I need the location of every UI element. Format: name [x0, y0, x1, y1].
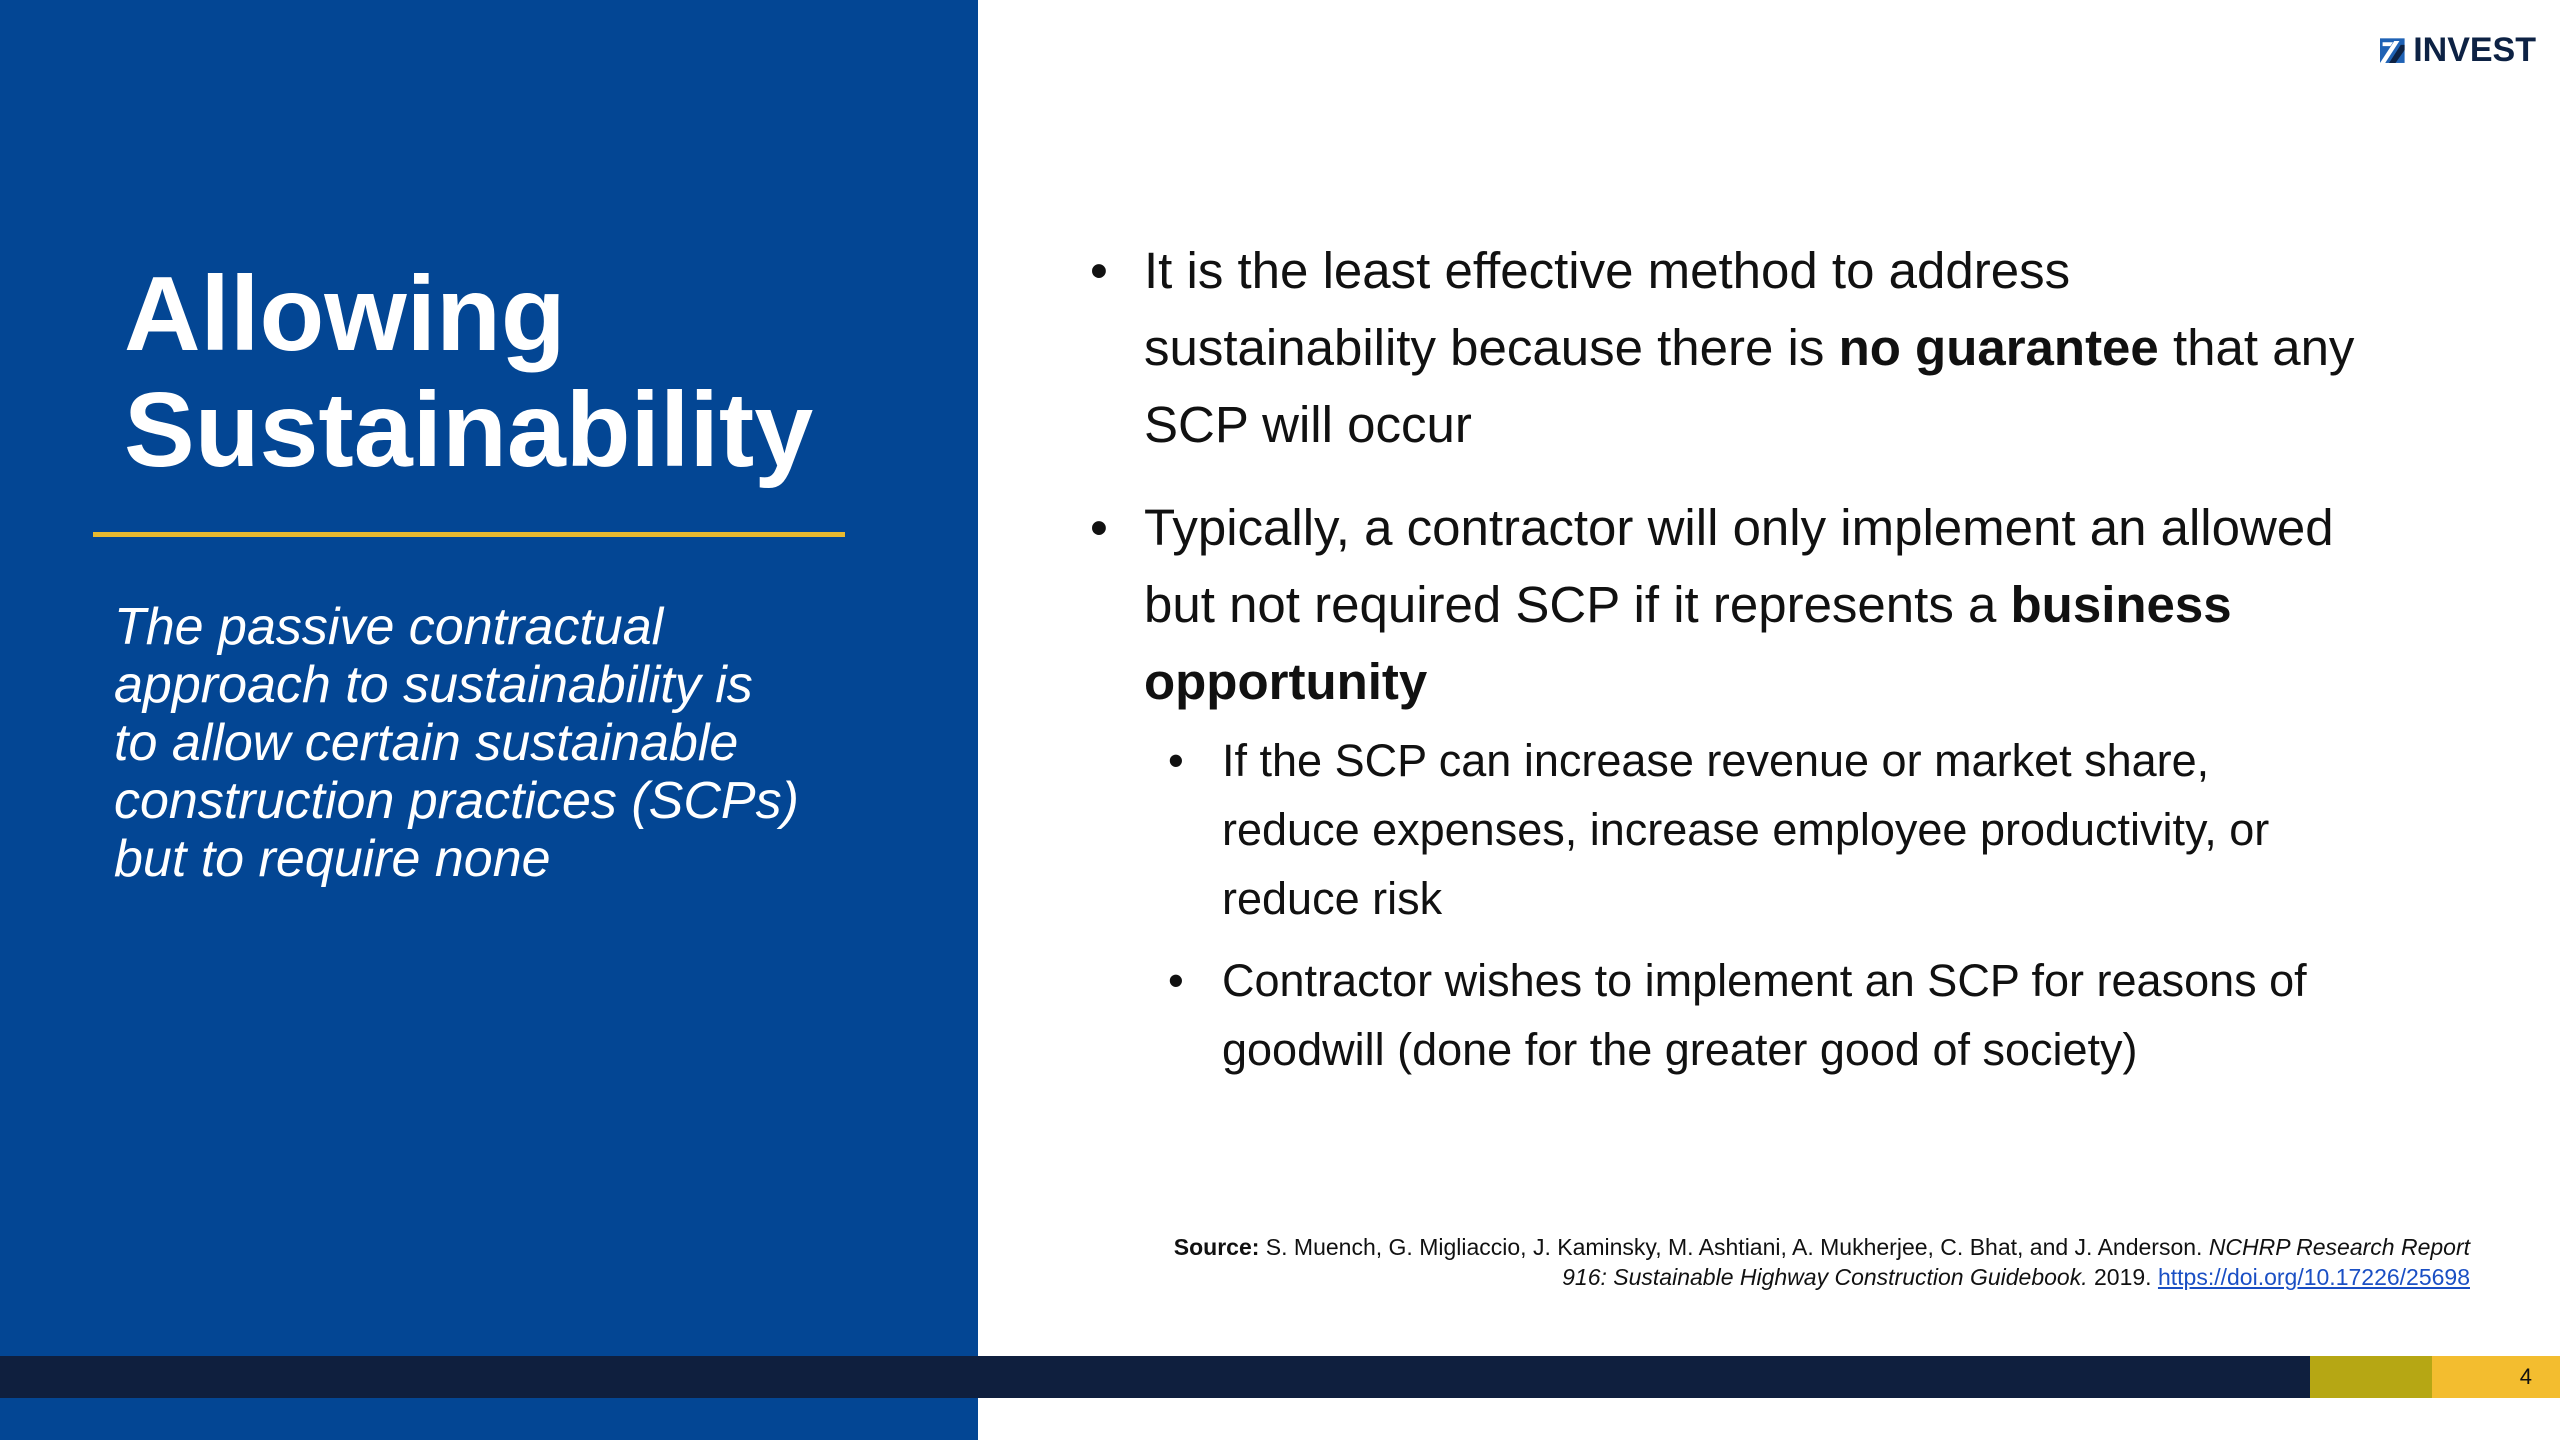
citation-report-title: NCHRP Research Report [2208, 1234, 2470, 1260]
slide-title [124, 256, 924, 488]
citation-line [970, 1262, 2470, 1292]
bullet-item [1090, 232, 2470, 463]
sub-bullet-marker: • [1168, 955, 1184, 1006]
sub-bullet-marker: • [1168, 735, 1184, 786]
sub-bullet-text: reduce expenses, increase employee productivity, or [1222, 804, 2270, 855]
invest-logo [2380, 26, 2536, 74]
sub-bullet-text: Contractor wishes to implement an SCP for reasons of [1222, 955, 2307, 1006]
title-line: Allowing [124, 255, 566, 373]
bullet-text: SCP will occur [1144, 396, 1472, 453]
subtitle-line: approach to sustainability is [114, 656, 753, 714]
bullet-text [1144, 643, 2470, 720]
bullet-list [1090, 232, 2470, 1097]
bullet-text-segment: but not required SCP if it represents a [1144, 576, 2011, 633]
citation-year: 2019. [2087, 1264, 2158, 1290]
footer-accent-gold [2432, 1356, 2560, 1398]
logo-text: INVEST [2413, 31, 2536, 69]
page-number: 4 [2519, 1364, 2532, 1389]
left-panel [0, 0, 978, 1440]
source-citation [970, 1232, 2470, 1292]
footer-accent-olive [2310, 1356, 2432, 1398]
subtitle-line: but to require none [114, 830, 551, 888]
subtitle-line: construction practices (SCPs) [114, 772, 799, 830]
bullet-text-segment: that any [2158, 319, 2355, 376]
sub-bullet-text: If the SCP can increase revenue or market share, [1222, 735, 2210, 786]
bullet-text [1144, 309, 2470, 386]
footer-bar [0, 1356, 2310, 1398]
bullet-marker: • [1090, 499, 1108, 556]
title-line: Sustainability [124, 371, 814, 489]
bullet-item [1090, 489, 2470, 720]
bullet-marker: • [1090, 242, 1108, 299]
bullet-text [1144, 566, 2470, 643]
citation-line [970, 1232, 2470, 1262]
source-label: Source: [1173, 1234, 1260, 1260]
citation-book-title: 916: Sustainable Highway Construction Guidebook. [1562, 1264, 2088, 1290]
sub-bullet-text: reduce risk [1222, 873, 1443, 924]
citation-text: S. Muench, G. Migliaccio, J. Kaminsky, M. Ashtiani, A. Mukherjee, C. Bhat, and J. Anderson. [1259, 1234, 2209, 1260]
invest-logo-icon [2380, 28, 2407, 72]
bullet-emphasis: no guarantee [1838, 319, 2159, 376]
bullet-text-segment: sustainability because there is [1144, 319, 1839, 376]
sub-bullet-text: goodwill (done for the greater good of society) [1222, 1024, 2138, 1075]
doi-link[interactable]: https://doi.org/10.17226/25698 [2157, 1264, 2470, 1290]
slide-subtitle [114, 598, 894, 888]
subtitle-line: The passive contractual [114, 598, 664, 656]
bullet-text: It is the least effective method to address [1144, 242, 2071, 299]
bullet-emphasis: opportunity [1144, 653, 1428, 710]
bullet-emphasis: business [2010, 576, 2232, 633]
gold-divider [93, 532, 845, 537]
sub-bullet-item [1090, 946, 2470, 1084]
subtitle-line: to allow certain sustainable [114, 714, 739, 772]
sub-bullet-item [1090, 726, 2470, 933]
bullet-text: Typically, a contractor will only implement an allowed [1144, 499, 2334, 556]
